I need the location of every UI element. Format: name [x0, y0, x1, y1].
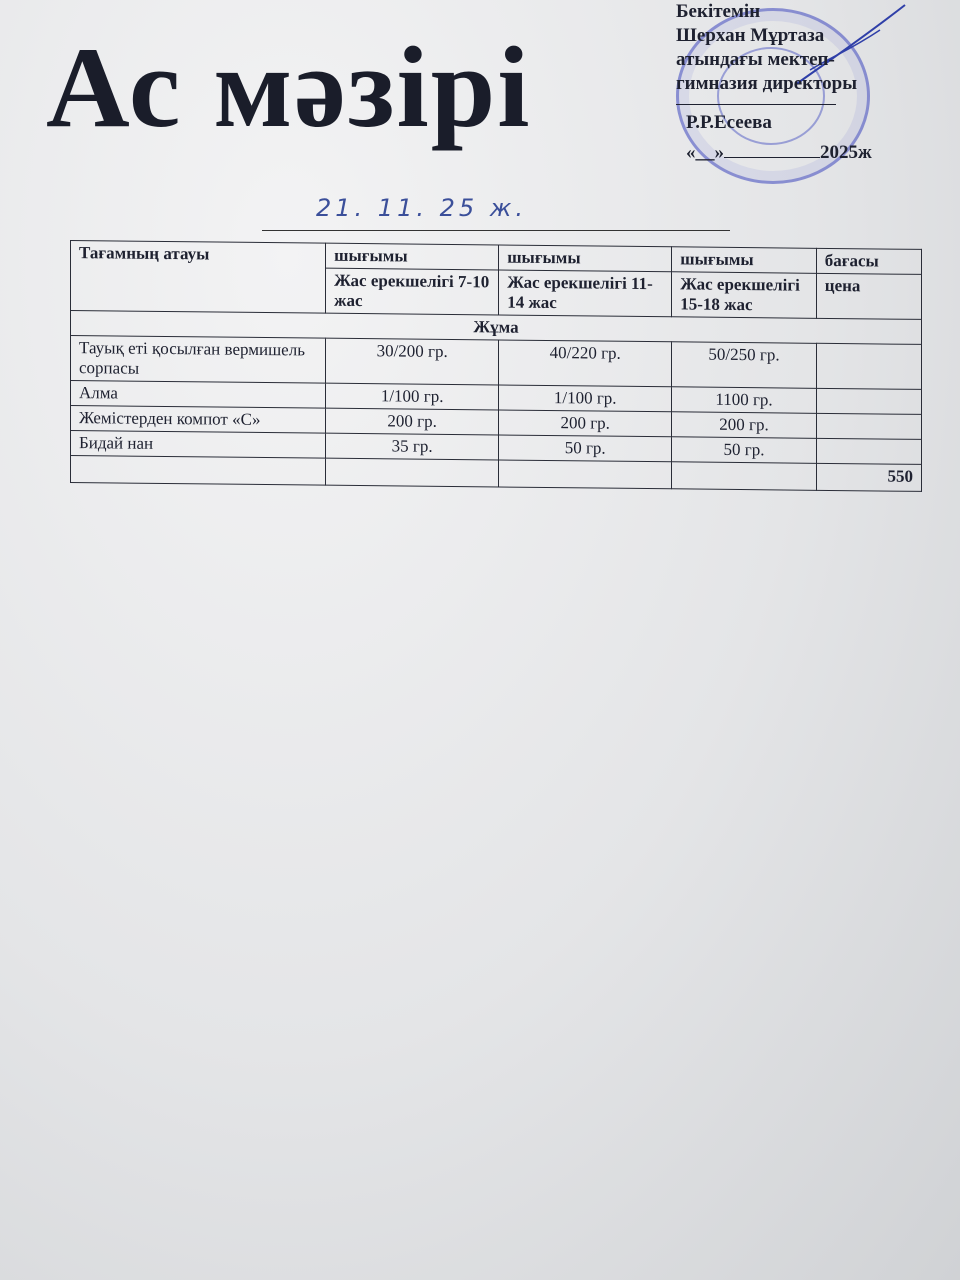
handwritten-date-line: [262, 196, 730, 231]
output-7-10: 35 гр.: [326, 433, 499, 460]
output-15-18: 200 гр.: [672, 412, 817, 439]
approval-line-3: атындағы мектеп-: [676, 49, 835, 70]
col-header-age-1: Жас ерекшелігі 7-10 жас: [326, 268, 499, 315]
approval-date: [676, 141, 960, 165]
approval-line-4: гимназия директоры: [676, 73, 858, 94]
dish-name: Жемістерден компот «С»: [71, 406, 326, 434]
dish-name: Алма: [71, 381, 326, 409]
day-label: Жұма: [71, 311, 922, 345]
total-empty-3: [499, 460, 672, 489]
price-cell: [816, 438, 921, 464]
approval-line-2: Шерхан Мұртаза: [676, 25, 825, 46]
dish-name: Тауық еті қосылған вермишель сорпасы: [71, 336, 326, 384]
handwritten-date: 21. 11. 25 ж.: [316, 194, 528, 222]
signature-line: [676, 96, 836, 105]
col-header-output-2: шығымы: [499, 245, 672, 272]
menu-table: [70, 240, 922, 492]
col-header-output-1: шығымы: [326, 243, 499, 270]
director-name: Р.Р.Есеева: [686, 112, 772, 133]
output-11-14: 200 гр.: [499, 410, 672, 437]
dish-name: Бидай нан: [71, 431, 326, 459]
approval-date-year: 2025ж: [820, 142, 872, 163]
approval-block: [676, 0, 960, 165]
price-cell: [816, 413, 921, 439]
price-cell: [816, 388, 921, 414]
total-empty-4: [672, 462, 817, 491]
price-cell: [816, 343, 921, 389]
total-price: 550: [816, 463, 921, 491]
col-header-age-3: Жас ерекшелігі 15-18 жас: [672, 272, 817, 319]
output-11-14: 40/220 гр.: [499, 340, 672, 387]
output-11-14: 1/100 гр.: [499, 385, 672, 412]
output-7-10: 30/200 гр.: [326, 338, 499, 385]
col-header-name: Тағамның атауы: [71, 241, 326, 314]
output-15-18: 50 гр.: [672, 437, 817, 464]
col-header-output-3: шығымы: [672, 247, 817, 274]
col-header-price: бағасы: [816, 248, 921, 274]
date-blank: [724, 157, 820, 158]
total-empty-2: [326, 458, 499, 487]
approval-line-1: Бекітемін: [676, 1, 761, 22]
col-header-price-ru: цена: [816, 273, 921, 319]
col-header-age-2: Жас ерекшелігі 11-14 жас: [499, 270, 672, 317]
output-7-10: 1/100 гр.: [326, 383, 499, 410]
output-15-18: 50/250 гр.: [672, 342, 817, 389]
output-7-10: 200 гр.: [326, 408, 499, 435]
output-15-18: 1100 гр.: [672, 387, 817, 414]
output-11-14: 50 гр.: [499, 435, 672, 462]
page-title: Ас мәзірі: [46, 24, 532, 152]
approval-date-prefix: «__»: [686, 142, 724, 163]
total-empty-1: [71, 456, 326, 486]
